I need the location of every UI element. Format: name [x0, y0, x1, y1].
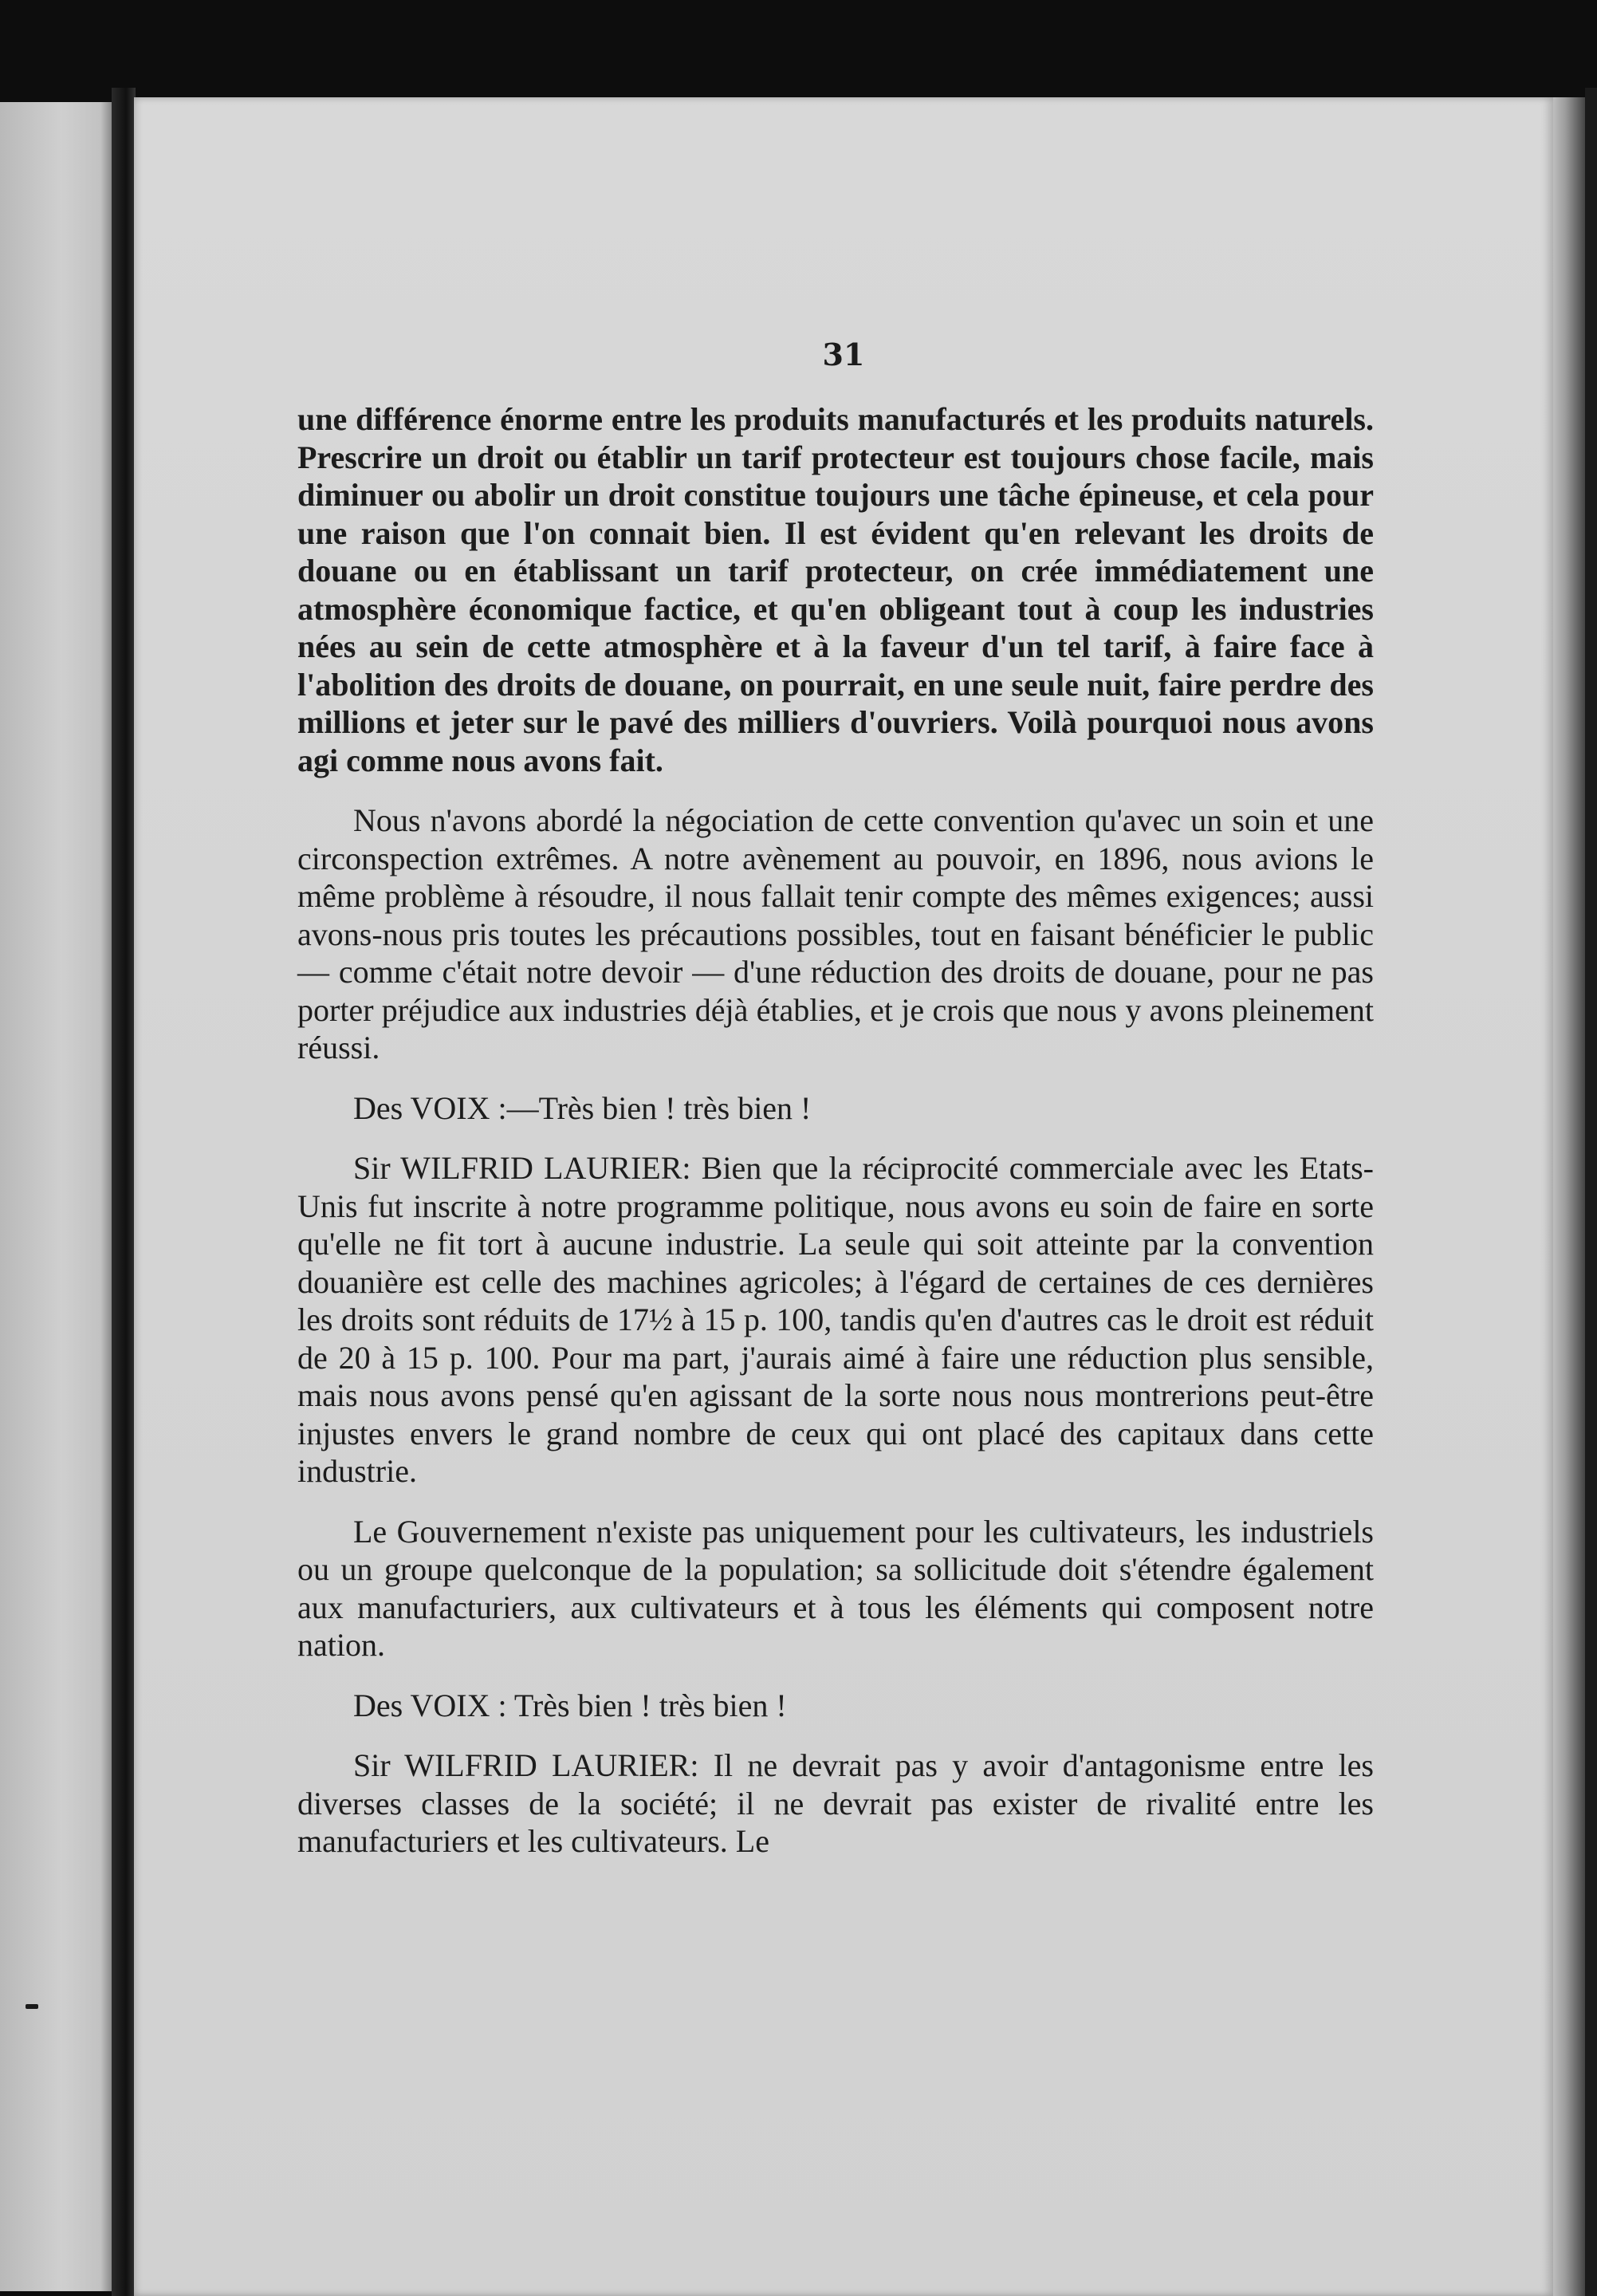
left-page-mark — [26, 2004, 38, 2009]
paragraph-2: Nous n'avons abordé la négociation de cette convention qu'avec un soin et une circonspection extrêmes. A notre avènement au pouvoir, en 1896, nous avions le même problème à résoudre, il nous fallait tenir compte des mêmes exigences; aussi avons-nous pris toutes les précautions possibles, tout en faisant bénéficier le public — comme c'était notre devoir — d'une réduction des droits de douane, pour ne pas porter préjudice aux industries déjà établies, et je crois que nous y avons pleinement réussi. — [297, 802, 1374, 1065]
page-number: 31 — [822, 337, 865, 372]
right-border — [1585, 88, 1597, 2296]
paragraph-7: Sir WILFRID LAURIER: Il ne devrait pas y avoir d'antagonisme entre les diverses classes de la société; il ne devrait pas exister de rivalité entre les manufacturiers et les cultivateurs. Le — [297, 1747, 1374, 1859]
body-text — [297, 400, 1374, 1883]
paragraph-4: Sir WILFRID LAURIER: Bien que la réciprocité commerciale avec les Etats-Unis fut inscrite à notre programme politique, nous avons eu soin de faire en sorte qu'elle ne fit tort à aucune industrie. La seule qui soit atteinte par la convention douanière est celle des machines agricoles; à l'égard de certaines de ces dernières les droits sont réduits de 17½ à 15 p. 100, tandis qu'en d'autres cas le droit est réduit de 20 à 15 p. 100. Pour ma part, j'aurais aimé à faire une réduction plus sensible, mais nous avons pensé qu'en agissant de la sorte nous nous montrerions peut-être injustes envers le grand nombre de ceux qui ont placé des capitaux dans cette industrie. — [297, 1150, 1374, 1489]
right-page-edge — [1553, 97, 1585, 2296]
left-page-edge — [0, 102, 112, 2291]
paragraph-5: Le Gouvernement n'existe pas uniquement pour les cultivateurs, les industriels ou un groupe quelconque de la population; sa sollicitude doit s'étendre également aux manufacturiers, aux cultivateurs et à tous les éléments qui composent notre nation. — [297, 1513, 1374, 1663]
book-gutter — [112, 88, 136, 2296]
paragraph-6: Des VOIX : Très bien ! très bien ! — [353, 1687, 787, 1723]
paragraph-3: Des VOIX :—Très bien ! très bien ! — [353, 1089, 812, 1126]
page — [134, 97, 1553, 2296]
paragraph-1: une différence énorme entre les produits manufacturés et les produits naturels. Prescrire un droit ou établir un tarif protecteur est toujours chose facile, mais diminuer ou abolir un droit constitue toujours une tâche épineuse, et cela pour une raison que l'on connait bien. Il est évident qu'en relevant les droits de douane ou en établissant un tarif protecteur, on crée immédiatement une atmosphère économique factice, et qu'en obligeant tout à coup les industries nées au sein de cette atmosphère et à la faveur d'un tel tarif, à faire face à l'abolition des droits de douane, on pourrait, en une seule nuit, faire perdre des millions et jeter sur le pavé des milliers d'ouvriers. Voilà pourquoi nous avons agi comme nous avons fait. — [297, 401, 1374, 778]
